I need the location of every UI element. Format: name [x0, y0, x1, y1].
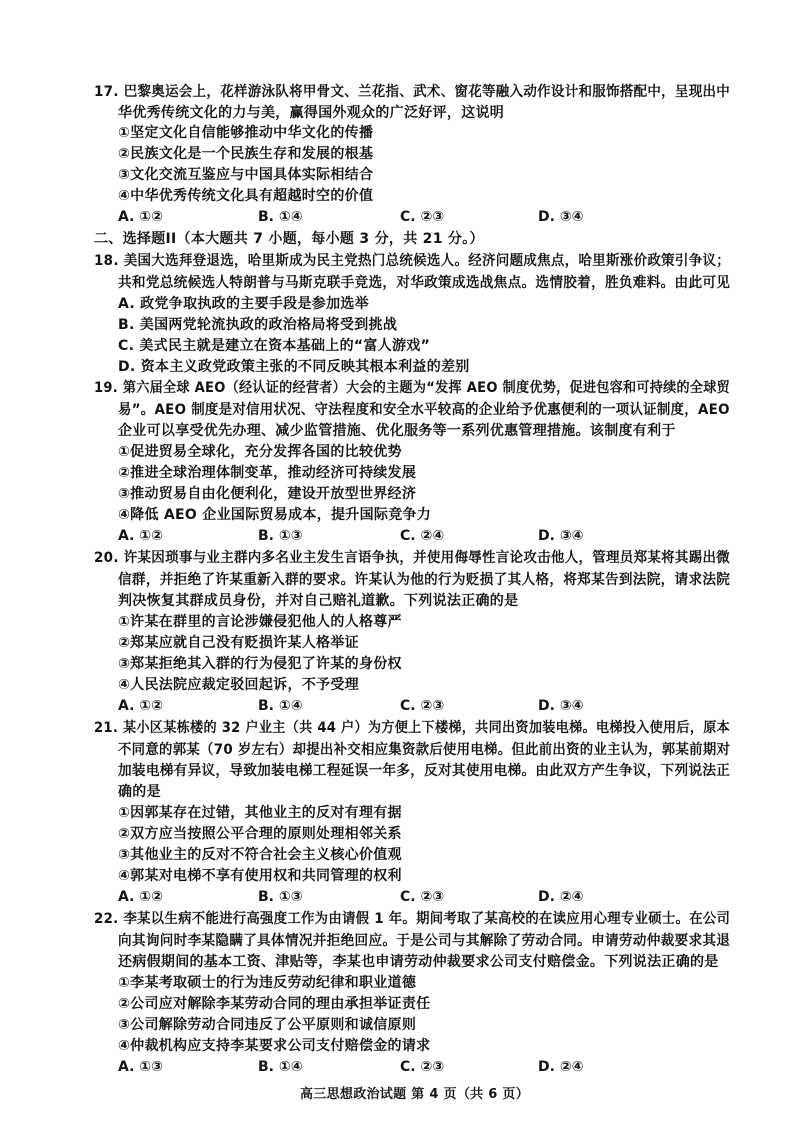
page-footer: 高三思想政治试题 第 4 页（共 6 页） [300, 1087, 530, 1102]
q21-stem-line-1: 21. 某小区某栋楼的 32 户业主（共 44 户）为方便上下楼梯，共同出资加装电梯。电梯投入使用后，原本 [94, 720, 731, 736]
section-heading: 二、选择题II（本大题共 7 小题，每小题 3 分，共 21 分。） [94, 231, 484, 247]
q20-statement-2: ②郑某应就自己没有贬损许某人格举证 [118, 635, 359, 651]
q21-statement-4: ④郭某对电梯不享有使用权和共同管理的权利 [118, 868, 402, 884]
q20-options [118, 697, 718, 715]
q22-stem-line-2: 向其询问时李某隐瞒了具体情况并拒绝回应。于是公司与其解除了劳动合同。申请劳动仲裁要求其退 [118, 933, 731, 949]
q20-statement-3: ③郑某拒绝其入群的行为侵犯了许某的身份权 [118, 656, 402, 672]
q21-stem-line-2: 不同意的郭某（70 岁左右）却提出补交相应集资款后使用电梯。但此前出资的业主认为，郭某前期对 [118, 742, 731, 758]
q22-stem-line-3: 还病假期间的基本工资、津贴等，李某也申请劳动仲裁要求公司支付赔偿金。下列说法正确的是 [118, 954, 719, 970]
q17-option-a: A. ①② [118, 209, 163, 225]
q22-statement-1: ①李某考取硕士的行为违反劳动纪律和职业道德 [118, 975, 417, 991]
q19-stem-line-1: 19. 第六届全球 AEO（经认证的经营者）大会的主题为“发挥 AEO 制度优势，促进包容和可持续的全球贸 [94, 380, 731, 396]
q20-option-b: B. ①④ [258, 698, 303, 714]
q22-statement-3: ③公司解除劳动合同违反了公平原则和诚信原则 [118, 1017, 417, 1033]
q19-statement-4: ④降低 AEO 企业国际贸易成本，提升国际竞争力 [118, 507, 432, 523]
q22-option-d: D. ②④ [538, 1059, 584, 1075]
q17-options [118, 208, 718, 226]
q19-statement-1: ①促进贸易全球化，充分发挥各国的比较优势 [118, 444, 402, 460]
q20-stem-line-1: 20. 许某因琐事与业主群内多名业主发生言语争执，并使用侮辱性言论攻击他人，管理员郑某将其踢出微 [94, 550, 731, 566]
q17-option-c: C. ②③ [400, 209, 445, 225]
q18-option-b: B. 美国两党轮流执政的政治格局将受到挑战 [118, 317, 398, 333]
q22-stem-line-1: 22. 李某以生病不能进行高强度工作为由请假 1 年。期间考取了某高校的在读应用心理专业硕士。在公司 [94, 911, 731, 927]
q20-option-c: C. ②③ [400, 698, 445, 714]
q17-statement-2: ②民族文化是一个民族生存和发展的根基 [118, 146, 374, 162]
q19-statement-2: ②推进全球治理体制变革，推动经济可持续发展 [118, 465, 417, 481]
q22-option-b: B. ①④ [258, 1059, 303, 1075]
q19-option-a: A. ①② [118, 528, 163, 544]
q22-statement-2: ②公司应对解除李某劳动合同的理由承担举证责任 [118, 996, 431, 1012]
q21-stem-line-4: 确的是 [118, 784, 161, 800]
q17-statement-3: ③文化交流互鉴应与中国具体实际相结合 [118, 167, 374, 183]
q21-statement-3: ③其他业主的反对不符合社会主义核心价值观 [118, 847, 402, 863]
q18-option-c: C. 美式民主就是建立在资本基础上的“富人游戏” [118, 338, 431, 354]
q20-statement-1: ①许某在群里的言论涉嫌侵犯他人的人格尊严 [118, 614, 402, 630]
q21-statement-2: ②双方应当按照公平合理的原则处理相邻关系 [118, 826, 402, 842]
q18-option-a: A. 政党争取执政的主要手段是参加选举 [118, 296, 369, 312]
q20-stem-line-2: 信群，并拒绝了许某重新入群的要求。许某认为他的行为贬损了其人格，将郑某告到法院，请求法院 [118, 572, 731, 588]
q22-option-a: A. ①③ [118, 1059, 163, 1075]
q20-option-d: D. ③④ [538, 698, 584, 714]
q21-option-d: D. ②④ [538, 889, 584, 905]
q21-option-b: B. ①③ [258, 889, 303, 905]
q17-option-b: B. ①④ [258, 209, 303, 225]
q19-stem-line-3: 企业可以享受优先办理、减少监管措施、优化服务等一系列优惠管理措施。该制度有利于 [118, 423, 676, 439]
q20-option-a: A. ①② [118, 698, 163, 714]
q19-stem-line-2: 易”。AEO 制度是对信用状况、守法程度和安全水平较高的企业给予优惠便利的一项认证制度，AEO [118, 402, 730, 418]
q17-option-d: D. ③④ [538, 209, 584, 225]
q21-options [118, 888, 718, 906]
q22-statement-4: ④仲裁机构应支持李某要求公司支付赔偿金的请求 [118, 1038, 431, 1054]
q17-statement-1: ①坚定文化自信能够推动中华文化的传播 [118, 125, 374, 141]
q17-stem-line-1: 17. 巴黎奥运会上，花样游泳队将甲骨文、兰花指、武术、窗花等融入动作设计和服饰搭配中，呈现出中 [94, 84, 731, 100]
q21-option-c: C. ②③ [400, 889, 445, 905]
q19-option-b: B. ①③ [258, 528, 303, 544]
q20-stem-line-3: 判决恢复其群成员身份，并对自己赔礼道歉。下列说法正确的是 [118, 593, 519, 609]
q18-stem-line-2: 共和党总统候选人特朗普与马斯克联手竞选，对华政策成选战焦点。选情胶着，胜负难料。由此可见 [118, 275, 731, 291]
q22-option-c: C. ②③ [400, 1059, 445, 1075]
q18-stem-line-1: 18. 美国大选拜登退选，哈里斯成为民主党热门总统候选人。经济问题成焦点，哈里斯涨价政策引争议； [94, 253, 731, 269]
q21-option-a: A. ①② [118, 889, 163, 905]
q19-option-d: D. ③④ [538, 528, 584, 544]
q21-stem-line-3: 加装电梯有异议，导致加装电梯工程延误一年多，反对其使用电梯。由此双方产生争议，下列说法正 [118, 763, 731, 779]
q22-options [118, 1058, 718, 1076]
q18-option-d: D. 资本主义政党政策主张的不同反映其根本利益的差别 [118, 359, 470, 375]
q17-stem-line-2: 华优秀传统文化的力与美，赢得国外观众的广泛好评，这说明 [118, 105, 505, 121]
q21-statement-1: ①因郭某存在过错，其他业主的反对有理有据 [118, 805, 402, 821]
q19-statement-3: ③推动贸易自由化便利化，建设开放型世界经济 [118, 486, 417, 502]
q19-options [118, 527, 718, 545]
q19-option-c: C. ②④ [400, 528, 445, 544]
q20-statement-4: ④人民法院应裁定驳回起诉，不予受理 [118, 677, 359, 693]
q17-statement-4: ④中华优秀传统文化具有超越时空的价值 [118, 188, 374, 204]
